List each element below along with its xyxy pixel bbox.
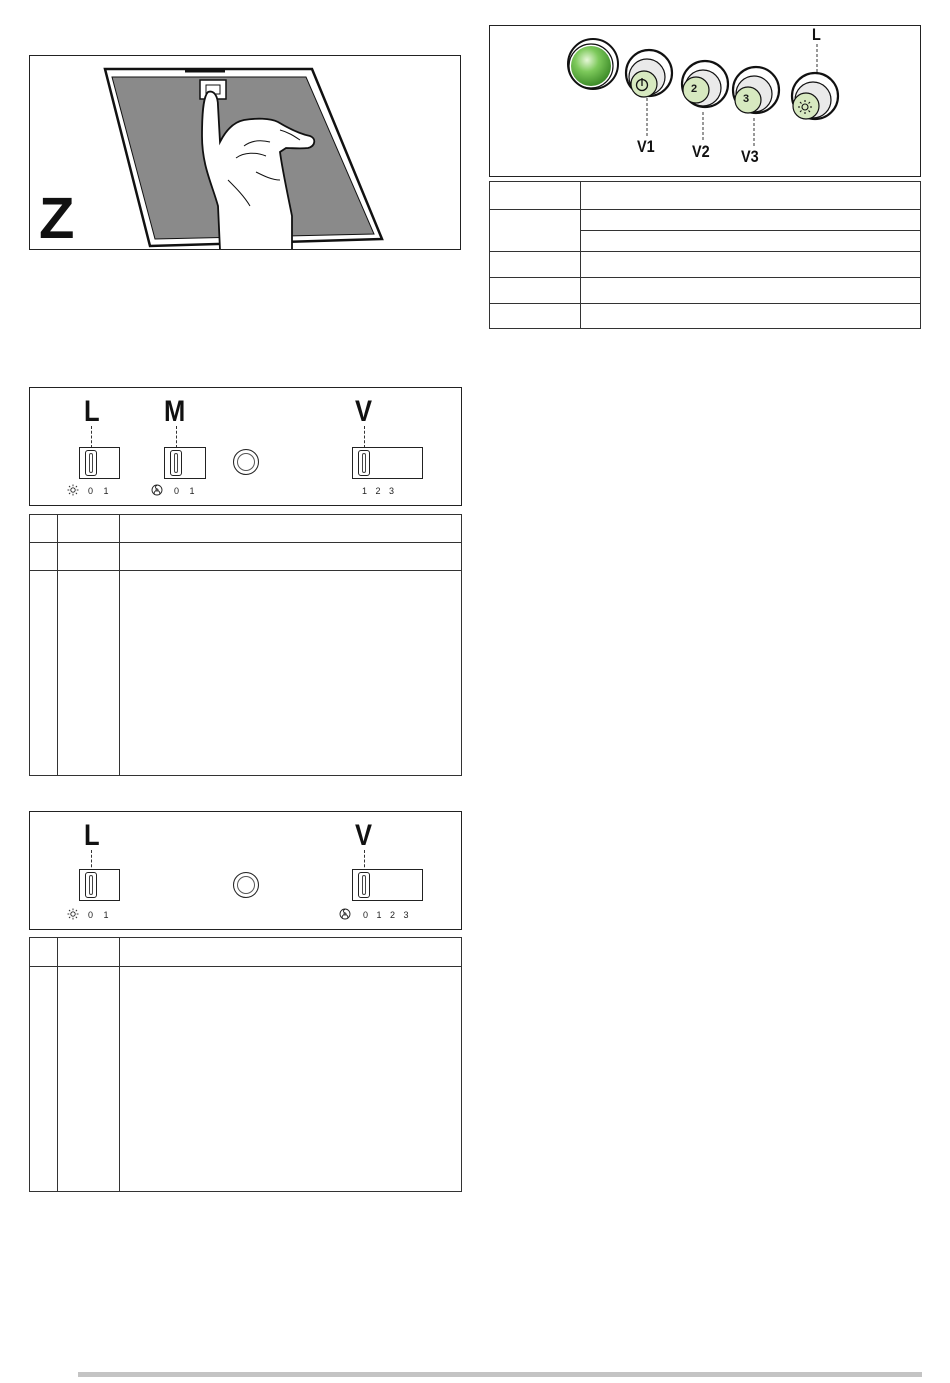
label-m: M: [164, 395, 186, 428]
knob-v2: [682, 61, 728, 107]
filter-figure: [29, 55, 461, 250]
leader-line: [176, 426, 177, 448]
lmv-function-table: [29, 514, 462, 776]
light-switch[interactable]: [79, 447, 120, 479]
figure-label: Z: [39, 186, 75, 250]
table-row: [30, 515, 462, 543]
sun-icon: [67, 484, 79, 496]
speed-switch[interactable]: [352, 447, 423, 479]
leader-line: [91, 426, 92, 448]
lv-function-table: [29, 937, 462, 1192]
label-l: L: [84, 819, 100, 852]
control-panel-lmv: [29, 387, 462, 506]
fan-icon: [151, 484, 163, 496]
knob-label-v2: V2: [692, 142, 710, 161]
light-switch-positions: 0 1: [88, 486, 109, 496]
sun-icon: [67, 908, 79, 920]
speed-switch[interactable]: [352, 869, 423, 901]
table-row: [490, 278, 921, 304]
label-v: V: [355, 819, 373, 852]
motor-switch-positions: 0 1: [174, 486, 195, 496]
knob-label-v3: V3: [741, 147, 759, 166]
speed-switch-positions: 1 2 3: [362, 486, 395, 496]
table-row: [490, 252, 921, 278]
motor-switch[interactable]: [164, 447, 206, 479]
knob-label-l: L: [812, 25, 821, 44]
table-row: [490, 210, 921, 231]
knob-panel: [489, 25, 921, 177]
table-row: [490, 304, 921, 329]
footer-divider: [78, 1372, 922, 1377]
knob-light: [792, 73, 838, 119]
table-row: [30, 967, 462, 1192]
table-row: [30, 543, 462, 571]
fan-icon: [339, 908, 351, 920]
knob-number-3: 3: [743, 93, 750, 105]
label-v: V: [355, 395, 373, 428]
speed-switch-positions: 0 1 2 3: [363, 910, 409, 920]
leader-line: [364, 426, 365, 448]
table-row: [30, 571, 462, 776]
knob-function-table: [489, 181, 921, 329]
indicator-light-icon: [568, 39, 618, 89]
light-switch[interactable]: [79, 869, 120, 901]
control-panel-lv: [29, 811, 462, 930]
table-row: [490, 182, 921, 210]
knob-v1: [626, 50, 672, 97]
knob-number-2: 2: [691, 83, 698, 95]
table-row: [30, 938, 462, 967]
indicator-lamp: [233, 449, 259, 475]
filter-illustration: [30, 56, 461, 250]
light-switch-positions: 0 1: [88, 910, 109, 920]
knob-label-v1: V1: [637, 137, 655, 156]
label-l: L: [84, 395, 100, 428]
indicator-lamp: [233, 872, 259, 898]
knob-v3: [733, 67, 779, 113]
